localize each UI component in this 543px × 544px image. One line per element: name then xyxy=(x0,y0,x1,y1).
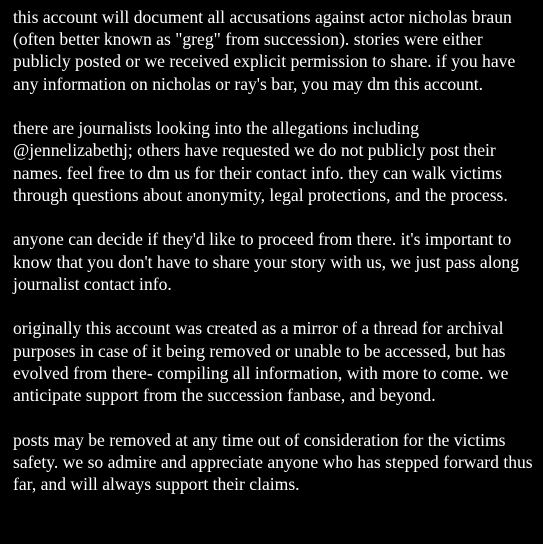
paragraph-origin: originally this account was created as a mirror of a thread for archival purposes in case of it being removed or unable to be accessed, but has evolved from there- compiling all information, with more to come. we anticipate support from the succession fanbase, and beyond. xyxy=(13,318,509,406)
paragraph-proceed: anyone can decide if they'd like to proceed from there. it's important to know that you don't have to share your story with us, we just pass along journalist contact info. xyxy=(13,229,519,294)
paragraph-intro: this account will document all accusations against actor nicholas braun (often better known as "greg" from succession). stories were either publicly posted or we received explicit permission to share. if you have any information on nicholas or ray's bar, you may dm this account. xyxy=(13,7,516,94)
paragraph-journalists: there are journalists looking into the allegations including @jennelizabethj; others have requested we do not publicly post their names. feel free to dm us for their contact info. they can walk victims through questions about anonymity, legal protections, and the process. xyxy=(13,118,508,205)
paragraph-removal-policy: posts may be removed at any time out of consideration for the victims safety. we so admire and appreciate anyone who has stepped forward thus far, and will always support their claims. xyxy=(13,429,533,495)
